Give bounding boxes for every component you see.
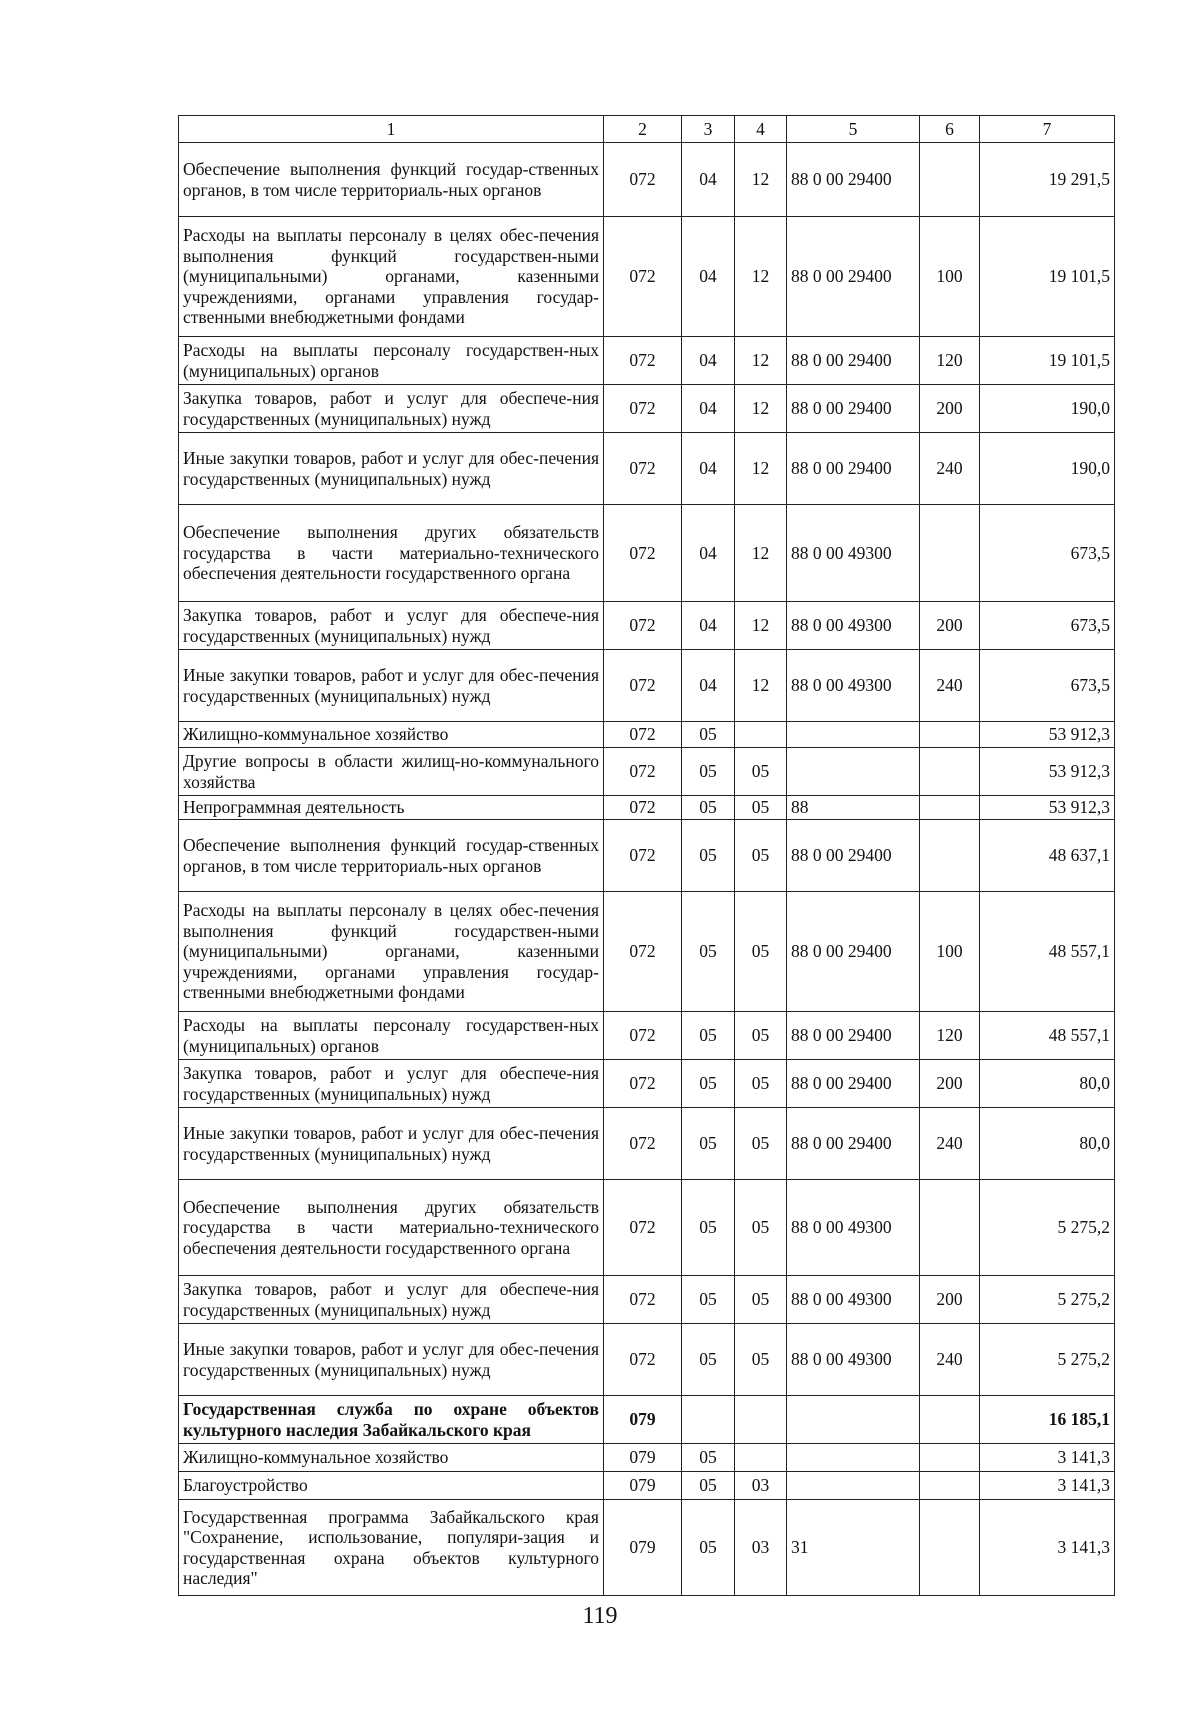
code-cell-3 [682, 1396, 735, 1444]
header-col-1: 1 [179, 116, 604, 143]
code-cell-5: 88 0 00 49300 [787, 505, 920, 602]
code-cell-2: 072 [604, 748, 682, 796]
code-cell-5 [787, 1396, 920, 1444]
table-row [179, 796, 1115, 820]
amount-cell: 673,5 [980, 602, 1115, 650]
code-cell-6 [920, 505, 980, 602]
code-cell-5: 88 [787, 796, 920, 820]
name-cell: Иные закупки товаров, работ и услуг для обес-печения государственных (муниципальных) нужд [179, 1108, 604, 1180]
code-cell-5: 88 0 00 49300 [787, 1324, 920, 1396]
code-cell-4: 03 [735, 1500, 787, 1596]
code-cell-2: 072 [604, 892, 682, 1012]
code-cell-4: 05 [735, 1276, 787, 1324]
code-cell-4: 12 [735, 433, 787, 505]
code-cell-6: 240 [920, 650, 980, 722]
amount-cell: 5 275,2 [980, 1276, 1115, 1324]
name-cell: Расходы на выплаты персоналу государствен-ных (муниципальных) органов [179, 337, 604, 385]
header-col-2: 2 [604, 116, 682, 143]
table-row [179, 650, 1115, 722]
code-cell-4: 03 [735, 1472, 787, 1500]
code-cell-6: 120 [920, 1012, 980, 1060]
header-col-6: 6 [920, 116, 980, 143]
header-col-4: 4 [735, 116, 787, 143]
table-row [179, 1472, 1115, 1500]
code-cell-5: 88 0 00 49300 [787, 650, 920, 722]
code-cell-4: 05 [735, 1012, 787, 1060]
code-cell-6 [920, 1472, 980, 1500]
code-cell-5: 88 0 00 49300 [787, 1180, 920, 1276]
code-cell-4: 05 [735, 1324, 787, 1396]
amount-cell: 80,0 [980, 1108, 1115, 1180]
code-cell-2: 072 [604, 505, 682, 602]
code-cell-6: 100 [920, 217, 980, 337]
header-col-5: 5 [787, 116, 920, 143]
code-cell-2: 072 [604, 1276, 682, 1324]
amount-cell: 53 912,3 [980, 796, 1115, 820]
table-row [179, 748, 1115, 796]
code-cell-6 [920, 796, 980, 820]
amount-cell: 53 912,3 [980, 748, 1115, 796]
code-cell-4 [735, 722, 787, 748]
code-cell-6 [920, 722, 980, 748]
code-cell-3: 04 [682, 505, 735, 602]
code-cell-5 [787, 722, 920, 748]
amount-cell: 19 291,5 [980, 143, 1115, 217]
name-cell: Жилищно-коммунальное хозяйство [179, 722, 604, 748]
name-cell: Непрограммная деятельность [179, 796, 604, 820]
code-cell-5: 88 0 00 29400 [787, 1108, 920, 1180]
code-cell-3: 04 [682, 650, 735, 722]
table-row [179, 385, 1115, 433]
name-cell: Обеспечение выполнения других обязательств государства в части материально-технического обеспечения деятельности государственного органа [179, 505, 604, 602]
code-cell-4: 12 [735, 217, 787, 337]
code-cell-3: 04 [682, 602, 735, 650]
amount-cell: 19 101,5 [980, 337, 1115, 385]
code-cell-5: 88 0 00 29400 [787, 1012, 920, 1060]
name-cell: Расходы на выплаты персоналу в целях обес-печения выполнения функций государствен-ными (муниципальными) органами, казенными учреждениями, органами управления государ-ственными внебюджетными фондами [179, 892, 604, 1012]
code-cell-2: 072 [604, 1012, 682, 1060]
header-col-3: 3 [682, 116, 735, 143]
code-cell-4: 12 [735, 505, 787, 602]
code-cell-2: 072 [604, 820, 682, 892]
name-cell: Расходы на выплаты персоналу государствен-ных (муниципальных) органов [179, 1012, 604, 1060]
code-cell-2: 072 [604, 1324, 682, 1396]
code-cell-2: 079 [604, 1396, 682, 1444]
code-cell-4: 12 [735, 143, 787, 217]
code-cell-4: 12 [735, 337, 787, 385]
code-cell-6: 100 [920, 892, 980, 1012]
code-cell-5: 88 0 00 49300 [787, 1276, 920, 1324]
name-cell: Другие вопросы в области жилищ-но-коммунального хозяйства [179, 748, 604, 796]
amount-cell: 48 637,1 [980, 820, 1115, 892]
code-cell-3: 05 [682, 748, 735, 796]
name-cell: Иные закупки товаров, работ и услуг для обес-печения государственных (муниципальных) нужд [179, 650, 604, 722]
code-cell-6: 200 [920, 1276, 980, 1324]
code-cell-4: 05 [735, 820, 787, 892]
code-cell-6 [920, 1396, 980, 1444]
code-cell-5: 88 0 00 29400 [787, 433, 920, 505]
table-row [179, 1060, 1115, 1108]
code-cell-6: 240 [920, 1108, 980, 1180]
table-row [179, 1180, 1115, 1276]
amount-cell: 80,0 [980, 1060, 1115, 1108]
table-row [179, 1108, 1115, 1180]
code-cell-5: 88 0 00 29400 [787, 337, 920, 385]
name-cell: Иные закупки товаров, работ и услуг для обес-печения государственных (муниципальных) нужд [179, 433, 604, 505]
code-cell-3: 05 [682, 1108, 735, 1180]
code-cell-2: 072 [604, 1108, 682, 1180]
code-cell-4: 12 [735, 602, 787, 650]
code-cell-5: 88 0 00 29400 [787, 1060, 920, 1108]
name-cell: Жилищно-коммунальное хозяйство [179, 1444, 604, 1472]
code-cell-4: 05 [735, 892, 787, 1012]
code-cell-3: 05 [682, 1500, 735, 1596]
name-cell: Обеспечение выполнения других обязательств государства в части материально-технического обеспечения деятельности государственного органа [179, 1180, 604, 1276]
name-cell: Расходы на выплаты персоналу в целях обес-печения выполнения функций государствен-ными (муниципальными) органами, казенными учреждениями, органами управления государ-ственными внебюджетными фондами [179, 217, 604, 337]
amount-cell: 5 275,2 [980, 1324, 1115, 1396]
name-cell: Закупка товаров, работ и услуг для обеспече-ния государственных (муниципальных) нужд [179, 385, 604, 433]
code-cell-2: 079 [604, 1500, 682, 1596]
amount-cell: 48 557,1 [980, 892, 1115, 1012]
amount-cell: 3 141,3 [980, 1472, 1115, 1500]
code-cell-4: 05 [735, 1108, 787, 1180]
code-cell-6 [920, 1500, 980, 1596]
code-cell-5: 88 0 00 29400 [787, 143, 920, 217]
code-cell-3: 05 [682, 1060, 735, 1108]
amount-cell: 190,0 [980, 433, 1115, 505]
code-cell-5 [787, 748, 920, 796]
code-cell-2: 072 [604, 1180, 682, 1276]
code-cell-2: 079 [604, 1444, 682, 1472]
amount-cell: 190,0 [980, 385, 1115, 433]
table-row [179, 820, 1115, 892]
code-cell-6 [920, 748, 980, 796]
table-row [179, 1500, 1115, 1596]
code-cell-2: 072 [604, 650, 682, 722]
table-row [179, 602, 1115, 650]
amount-cell: 5 275,2 [980, 1180, 1115, 1276]
code-cell-3: 05 [682, 892, 735, 1012]
code-cell-3: 05 [682, 820, 735, 892]
code-cell-6 [920, 1444, 980, 1472]
code-cell-3: 05 [682, 1324, 735, 1396]
code-cell-3: 05 [682, 1444, 735, 1472]
name-cell: Благоустройство [179, 1472, 604, 1500]
table-body [179, 143, 1115, 1596]
code-cell-4 [735, 1396, 787, 1444]
code-cell-5: 88 0 00 29400 [787, 820, 920, 892]
code-cell-3: 05 [682, 796, 735, 820]
amount-cell: 673,5 [980, 505, 1115, 602]
code-cell-4: 05 [735, 748, 787, 796]
amount-cell: 673,5 [980, 650, 1115, 722]
code-cell-2: 072 [604, 337, 682, 385]
code-cell-5: 88 0 00 29400 [787, 385, 920, 433]
table-row [179, 433, 1115, 505]
code-cell-3: 04 [682, 385, 735, 433]
table-row [179, 505, 1115, 602]
code-cell-3: 05 [682, 722, 735, 748]
amount-cell: 16 185,1 [980, 1396, 1115, 1444]
code-cell-5: 88 0 00 29400 [787, 217, 920, 337]
code-cell-2: 072 [604, 217, 682, 337]
amount-cell: 3 141,3 [980, 1500, 1115, 1596]
budget-table [178, 115, 1115, 1596]
code-cell-6 [920, 143, 980, 217]
amount-cell: 19 101,5 [980, 217, 1115, 337]
code-cell-6: 200 [920, 1060, 980, 1108]
code-cell-6 [920, 1180, 980, 1276]
code-cell-3: 04 [682, 433, 735, 505]
code-cell-3: 04 [682, 143, 735, 217]
table-row [179, 217, 1115, 337]
name-cell: Закупка товаров, работ и услуг для обеспече-ния государственных (муниципальных) нужд [179, 1060, 604, 1108]
table-row [179, 1276, 1115, 1324]
code-cell-3: 04 [682, 337, 735, 385]
name-cell: Закупка товаров, работ и услуг для обеспече-ния государственных (муниципальных) нужд [179, 1276, 604, 1324]
code-cell-4: 12 [735, 385, 787, 433]
code-cell-6: 120 [920, 337, 980, 385]
code-cell-2: 072 [604, 722, 682, 748]
code-cell-2: 072 [604, 796, 682, 820]
code-cell-6: 200 [920, 385, 980, 433]
table-row [179, 1324, 1115, 1396]
name-cell: Обеспечение выполнения функций государ-ственных органов, в том числе территориаль-ных органов [179, 820, 604, 892]
page-number: 119 [582, 1603, 618, 1629]
code-cell-6: 200 [920, 602, 980, 650]
name-cell: Обеспечение выполнения функций государ-ственных органов, в том числе территориаль-ных органов [179, 143, 604, 217]
code-cell-4: 05 [735, 1180, 787, 1276]
name-cell: Закупка товаров, работ и услуг для обеспече-ния государственных (муниципальных) нужд [179, 602, 604, 650]
code-cell-5: 88 0 00 29400 [787, 892, 920, 1012]
code-cell-2: 072 [604, 1060, 682, 1108]
code-cell-2: 079 [604, 1472, 682, 1500]
code-cell-3: 05 [682, 1276, 735, 1324]
code-cell-6: 240 [920, 433, 980, 505]
table-row [179, 1012, 1115, 1060]
code-cell-6 [920, 820, 980, 892]
table-row [179, 1396, 1115, 1444]
name-cell: Государственная служба по охране объектов культурного наследия Забайкальского края [179, 1396, 604, 1444]
code-cell-5: 31 [787, 1500, 920, 1596]
header-row [179, 116, 1115, 143]
amount-cell: 48 557,1 [980, 1012, 1115, 1060]
code-cell-4: 05 [735, 796, 787, 820]
code-cell-4: 12 [735, 650, 787, 722]
table-row [179, 337, 1115, 385]
name-cell: Иные закупки товаров, работ и услуг для обес-печения государственных (муниципальных) нужд [179, 1324, 604, 1396]
code-cell-3: 05 [682, 1012, 735, 1060]
code-cell-3: 04 [682, 217, 735, 337]
code-cell-2: 072 [604, 143, 682, 217]
table-row [179, 143, 1115, 217]
table-row [179, 722, 1115, 748]
header-col-7: 7 [980, 116, 1115, 143]
table-row [179, 892, 1115, 1012]
code-cell-5 [787, 1472, 920, 1500]
amount-cell: 53 912,3 [980, 722, 1115, 748]
code-cell-5: 88 0 00 49300 [787, 602, 920, 650]
table-row [179, 1444, 1115, 1472]
code-cell-6: 240 [920, 1324, 980, 1396]
code-cell-3: 05 [682, 1180, 735, 1276]
code-cell-4: 05 [735, 1060, 787, 1108]
code-cell-5 [787, 1444, 920, 1472]
code-cell-2: 072 [604, 602, 682, 650]
name-cell: Государственная программа Забайкальского края "Сохранение, использование, популяри-зация и государственная охрана объектов культурного наследия" [179, 1500, 604, 1596]
code-cell-2: 072 [604, 385, 682, 433]
code-cell-2: 072 [604, 433, 682, 505]
code-cell-4 [735, 1444, 787, 1472]
amount-cell: 3 141,3 [980, 1444, 1115, 1472]
code-cell-3: 05 [682, 1472, 735, 1500]
